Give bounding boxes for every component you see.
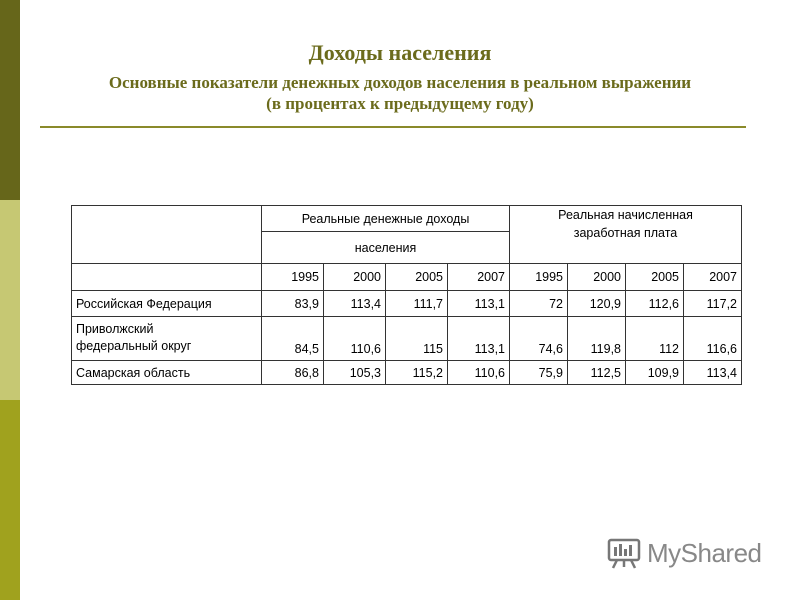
header-real-wage-line-2: заработная плата (573, 226, 678, 240)
value-cell: 113,1 (448, 291, 510, 317)
value-cell: 119,8 (568, 317, 626, 361)
decor-band-top (0, 0, 20, 200)
value-cell: 72 (510, 291, 568, 317)
value-cell: 120,9 (568, 291, 626, 317)
year-header: 2007 (684, 264, 742, 291)
value-cell: 109,9 (626, 361, 684, 385)
year-header-row (72, 264, 742, 291)
myshared-logo-text: MyShared (647, 537, 762, 568)
region-cell-line-2: федеральный округ (76, 339, 192, 353)
value-cell: 84,5 (262, 317, 324, 361)
header-real-income: Реальные денежные доходы (262, 206, 510, 232)
header-real-wage-line-1: Реальная начисленная (558, 208, 693, 222)
value-cell: 83,9 (262, 291, 324, 317)
year-header-blank (72, 264, 262, 291)
value-cell: 75,9 (510, 361, 568, 385)
corner-cell (72, 206, 262, 264)
region-cell-line-1: Приволжский (76, 322, 154, 336)
value-cell: 110,6 (448, 361, 510, 385)
value-cell: 112 (626, 317, 684, 361)
title-underline (40, 126, 746, 128)
table-row (72, 361, 742, 385)
decor-band-bottom (0, 400, 20, 600)
region-cell (72, 317, 262, 361)
value-cell: 86,8 (262, 361, 324, 385)
region-cell: Самарская область (72, 361, 262, 385)
table-row (72, 317, 742, 361)
decor-band-middle (0, 200, 20, 400)
value-cell: 111,7 (386, 291, 448, 317)
myshared-logo[interactable] (607, 535, 762, 571)
income-table (71, 205, 742, 385)
header-real-wage (510, 206, 742, 264)
year-header: 2000 (324, 264, 386, 291)
value-cell: 116,6 (684, 317, 742, 361)
value-cell: 113,4 (684, 361, 742, 385)
year-header: 1995 (262, 264, 324, 291)
year-header: 2000 (568, 264, 626, 291)
value-cell: 110,6 (324, 317, 386, 361)
year-header: 1995 (510, 264, 568, 291)
header-real-income-sub: населения (262, 232, 510, 264)
value-cell: 74,6 (510, 317, 568, 361)
year-header: 2005 (386, 264, 448, 291)
value-cell: 115 (386, 317, 448, 361)
value-cell: 113,1 (448, 317, 510, 361)
value-cell: 117,2 (684, 291, 742, 317)
year-header: 2007 (448, 264, 510, 291)
value-cell: 115,2 (386, 361, 448, 385)
region-cell: Российская Федерация (72, 291, 262, 317)
table-row (72, 291, 742, 317)
subtitle-line-2: (в процентах к предыдущему году) (266, 94, 534, 113)
title-block (40, 40, 760, 114)
value-cell: 112,5 (568, 361, 626, 385)
value-cell: 105,3 (324, 361, 386, 385)
value-cell: 113,4 (324, 291, 386, 317)
subtitle-line-1: Основные показатели денежных доходов населения в реальном выражении (108, 73, 692, 92)
year-header: 2005 (626, 264, 684, 291)
myshared-logo-icon (607, 536, 641, 570)
value-cell: 112,6 (626, 291, 684, 317)
page-title: Доходы населения (308, 40, 492, 65)
